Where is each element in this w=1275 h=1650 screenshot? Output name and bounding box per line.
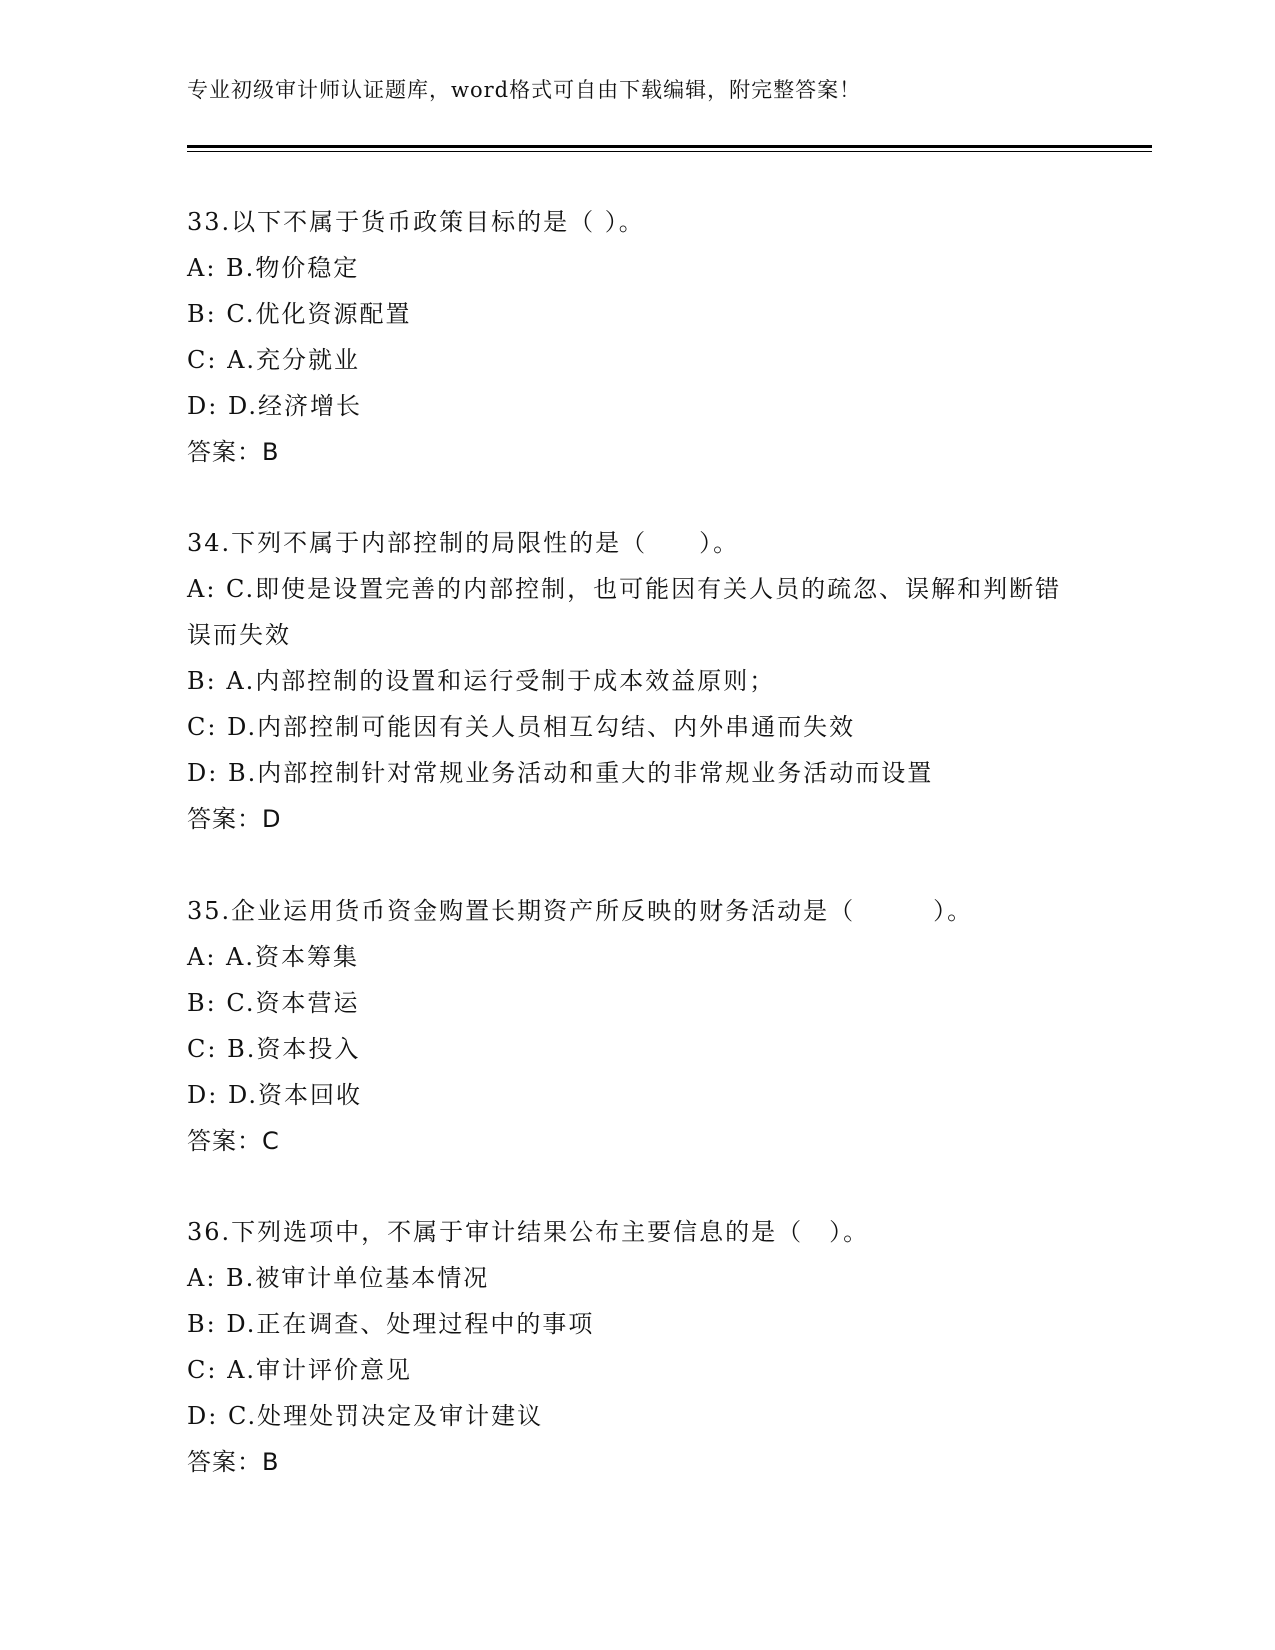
option-d: D: C.处理处罚决定及审计建议	[187, 1402, 544, 1430]
option-c: C: D.内部控制可能因有关人员相互勾结、内外串通而失效	[187, 713, 856, 741]
option-b: B: C.资本营运	[187, 989, 360, 1017]
question-34	[187, 520, 1087, 842]
question-33	[187, 199, 1087, 475]
option-a: A: A.资本筹集	[187, 943, 360, 971]
question-stem: 33.以下不属于货币政策目标的是（ ）。	[187, 208, 645, 236]
question-36	[187, 1209, 1087, 1485]
option-d: D: D.资本回收	[187, 1081, 362, 1109]
option-a: A: B.物价稳定	[187, 254, 360, 282]
option-c: C: A.审计评价意见	[187, 1356, 413, 1384]
answer: 答案：B	[187, 1448, 280, 1476]
header-rule-thin	[187, 151, 1152, 152]
question-35	[187, 888, 1087, 1164]
answer: 答案：B	[187, 438, 280, 466]
option-d: D: D.经济增长	[187, 392, 362, 420]
option-a: A: B.被审计单位基本情况	[187, 1264, 490, 1292]
document-header: 专业初级审计师认证题库，word格式可自由下载编辑，附完整答案！	[187, 78, 862, 102]
option-b: B: A.内部控制的设置和运行受制于成本效益原则；	[187, 667, 776, 695]
option-b: B: C.优化资源配置	[187, 300, 412, 328]
option-d: D: B.内部控制针对常规业务活动和重大的非常规业务活动而设置	[187, 759, 934, 787]
option-c: C: A.充分就业	[187, 346, 361, 374]
header-rule-thick	[187, 145, 1152, 148]
option-c: C: B.资本投入	[187, 1035, 361, 1063]
answer: 答案：D	[187, 805, 282, 833]
option-b: B: D.正在调查、处理过程中的事项	[187, 1310, 595, 1338]
question-stem: 35.企业运用货币资金购置长期资产所反映的财务活动是（ ）。	[187, 897, 974, 925]
option-a: A: C.即使是设置完善的内部控制，也可能因有关人员的疏忽、误解和判断错误而失效	[187, 575, 1062, 649]
answer: 答案：C	[187, 1127, 280, 1155]
question-stem: 34.下列不属于内部控制的局限性的是（ ）。	[187, 529, 740, 557]
question-stem: 36.下列选项中，不属于审计结果公布主要信息的是（ ）。	[187, 1218, 870, 1246]
